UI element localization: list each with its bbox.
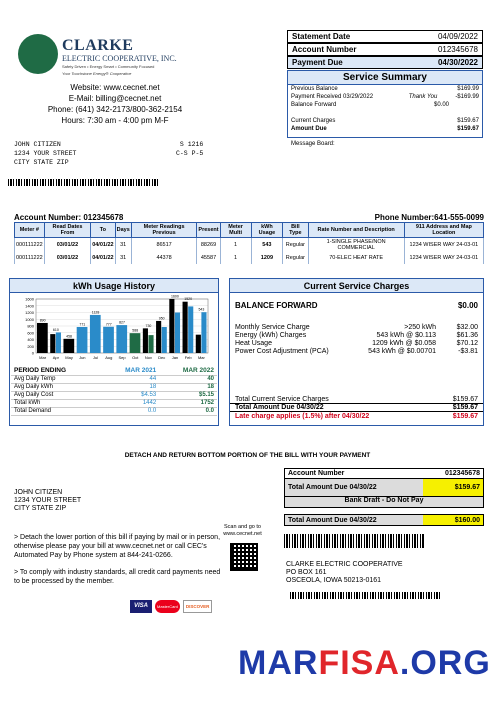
charge-detail: >250 kWh	[404, 324, 436, 331]
usage-cell: Avg Daily Cost	[11, 391, 101, 399]
table-header: Present	[197, 223, 220, 238]
table-header: Meter Readings Previous	[131, 223, 197, 238]
note: > Detach the lower portion of this bill if paying by mail or in person, otherwise please pay your bill at www.cecnet.net or call CEC's Automated Pay by Phone system at 844-241-0266.	[14, 534, 221, 559]
summary-row	[288, 117, 482, 125]
value: $159.67	[457, 118, 479, 124]
usage-row	[11, 399, 217, 407]
email-link[interactable]: E-Mail: billing@cecnet.net	[68, 94, 162, 103]
value: $159.67	[452, 412, 478, 420]
website-link[interactable]: Website: www.cecnet.net	[70, 83, 160, 92]
charge-label: Power Cost Adjustment (PCA)	[235, 348, 329, 355]
data-label: 1520	[184, 297, 193, 302]
bar	[143, 328, 148, 353]
table-header: Bill Type	[283, 223, 308, 238]
usage-row	[11, 375, 217, 383]
table-header: Rate Number and Description	[308, 223, 404, 238]
watermark-part: .ORG	[399, 644, 491, 682]
discover-icon: DISCOVER	[183, 600, 213, 613]
x-tick-label: Dec	[158, 355, 166, 360]
label: Total Current Service Charges	[235, 395, 329, 403]
x-tick-label: May	[65, 355, 73, 360]
usage-cell: $4.53	[101, 391, 159, 399]
data-label: 458	[66, 334, 72, 339]
y-tick-label: 1400	[25, 303, 34, 309]
summary-title: Service Summary	[288, 71, 482, 85]
bar	[130, 333, 141, 353]
label: Late charge applies (1.5%) after 04/30/22	[235, 412, 370, 420]
usage-cell: 40	[159, 375, 217, 383]
table-cell: 88269	[197, 238, 220, 253]
x-tick-label: Aug	[105, 355, 113, 360]
data-label: 771	[79, 322, 86, 327]
usage-cell: 44	[101, 375, 159, 383]
summary-row	[288, 85, 482, 93]
label: Payment Due	[292, 58, 343, 67]
charge-line	[230, 332, 483, 340]
scan-text: Scan and go to www.cecnet.net	[223, 524, 262, 537]
y-tick-label: 1600	[25, 296, 34, 302]
address-line: CITY STATE ZIP	[14, 505, 67, 512]
usage-row	[11, 391, 217, 399]
statement-date: 04/09/2022	[437, 32, 478, 41]
table-cell: 1	[220, 238, 251, 253]
company-logo-icon	[18, 34, 58, 74]
phone-text: Phone: (641) 342-2173/800-362-2154	[47, 105, 183, 114]
label: Total Amount Due 04/30/22	[285, 515, 423, 525]
stub-address	[14, 489, 81, 513]
y-tick-label: 200	[27, 343, 34, 349]
remit-address	[286, 561, 403, 585]
table-cell: 70-ELEC HEAT RATE	[308, 252, 404, 264]
data-label: 610	[52, 327, 59, 332]
usage-cell: Avg Daily kWh	[11, 383, 101, 391]
data-label: 543	[198, 307, 205, 312]
bar	[77, 327, 88, 353]
value: $0.00	[433, 102, 449, 108]
address-line: PO BOX 161	[286, 569, 327, 576]
charge-label: Energy (kWh) Charges	[235, 332, 307, 339]
x-tick-label: Jul	[92, 355, 99, 360]
y-tick-label: 800	[27, 323, 34, 329]
address-line: JOHN CITIZEN	[14, 489, 63, 496]
data-label: 827	[119, 320, 125, 325]
total-due-row	[230, 403, 483, 412]
usage-cell: Total Demand	[11, 407, 101, 415]
y-tick-label: 400	[27, 337, 34, 342]
bar	[103, 327, 114, 353]
table-cell: 04/01/22	[91, 238, 115, 253]
table-header: To	[91, 223, 115, 238]
watermark	[238, 644, 491, 683]
watermark-part: FISA	[318, 644, 400, 682]
remit-barcode	[284, 534, 424, 548]
table-cell: 543	[251, 238, 283, 253]
bar	[188, 306, 193, 353]
company-tagline: Safety Driven • Energy Smart • Community Focused	[62, 64, 155, 69]
table-cell: Regular	[283, 238, 308, 253]
charge-detail: 543 kWh @ $0.113	[376, 332, 436, 339]
note: Thank You	[408, 94, 438, 100]
table-cell: 03/01/22	[44, 238, 90, 253]
label: Total Amount Due 04/30/22	[285, 479, 423, 496]
bar	[183, 302, 188, 353]
data-label: 890	[39, 318, 46, 323]
data-label: 1128	[91, 310, 100, 315]
table-row	[15, 252, 484, 264]
phone-label: Phone Number:641-555-0099	[374, 213, 484, 222]
x-tick-label: Feb	[184, 355, 192, 360]
y-tick-label: 600	[27, 330, 34, 336]
total-current-row	[230, 395, 483, 403]
charge-amount: -$3.81	[458, 348, 478, 355]
data-label: 777	[105, 322, 112, 327]
charge-amount: $70.12	[456, 340, 478, 347]
table-header: Meter Multi	[220, 223, 251, 238]
table-cell: 31	[115, 252, 131, 264]
x-tick-label: Jan	[171, 355, 179, 360]
bar	[175, 313, 180, 354]
bar	[90, 315, 101, 353]
period-col1: MAR 2021	[101, 367, 159, 375]
usage-cell: 1752	[159, 399, 217, 407]
x-tick-label: Nov	[144, 355, 153, 360]
remittance-box	[284, 468, 484, 508]
table-header: Read Dates From	[44, 223, 90, 238]
hours-text: Hours: 7:30 am - 4:00 pm M-F	[61, 116, 169, 125]
company-name: CLARKE	[62, 37, 134, 54]
table-cell: 000111222	[15, 238, 45, 253]
bar	[169, 299, 174, 353]
detach-notice: DETACH AND RETURN BOTTOM PORTION OF THE BILL WITH YOUR PAYMENT	[124, 452, 371, 459]
summary-row	[288, 125, 482, 133]
value: $159.67	[457, 126, 479, 132]
usage-cell: 0.0	[159, 407, 217, 415]
bar	[162, 327, 167, 353]
charges-title: Current Service Charges	[230, 279, 483, 293]
usage-cell: 1442	[101, 399, 159, 407]
account-number-row	[287, 43, 483, 56]
label: Current Charges	[291, 118, 336, 124]
label: Account Number	[288, 470, 345, 477]
value: -$169.99	[455, 94, 479, 100]
value: $169.99	[457, 86, 479, 92]
usage-cell: Avg Daily Temp	[11, 375, 101, 383]
x-tick-label: Apr	[52, 355, 59, 360]
table-cell: 1	[220, 252, 251, 264]
mastercard-icon: MasterCard	[155, 600, 180, 613]
statement-date-row	[287, 30, 483, 43]
balance-forward-row	[230, 301, 483, 310]
table-cell: 44378	[131, 252, 197, 264]
address-line: 1234 YOUR STREET	[14, 150, 77, 157]
mailing-codes	[176, 140, 203, 158]
remit-total2-row	[284, 514, 484, 526]
usage-history-panel	[9, 278, 219, 426]
x-tick-label: Oct	[132, 355, 139, 360]
account-number: 012345678	[437, 45, 478, 54]
bar	[116, 325, 127, 353]
charge-detail: 1209 kWh @ $0.058	[372, 340, 436, 347]
bar	[50, 334, 55, 353]
usage-period-table	[11, 367, 217, 416]
address-line: CLARKE ELECTRIC COOPERATIVE	[286, 561, 403, 568]
visa-icon: VISA	[130, 600, 152, 613]
table-cell: 1-SINGLE PHASE/NON COMMERCIAL	[308, 238, 404, 253]
table-header: 911 Address and Map Location	[404, 223, 483, 238]
data-label: 588	[132, 328, 139, 333]
watermark-part: MAR	[238, 644, 319, 682]
y-tick-label: 0	[31, 350, 34, 356]
data-label: 950	[158, 316, 165, 321]
usage-cell: $5.15	[159, 391, 217, 399]
bar	[201, 312, 206, 353]
value: $159.67	[423, 479, 483, 496]
table-cell: 04/01/22	[91, 252, 115, 264]
usage-row	[11, 407, 217, 415]
bar	[148, 335, 153, 353]
y-tick-label: 1200	[25, 310, 34, 315]
table-header-row	[15, 223, 484, 238]
remit-postal-barcode	[290, 592, 440, 599]
charge-line	[230, 324, 483, 332]
table-cell: Regular	[283, 252, 308, 264]
card-logos	[130, 600, 212, 613]
label: Amount Due	[291, 126, 327, 132]
account-bar	[14, 213, 484, 222]
address-line: OSCEOLA, IOWA 50213-0161	[286, 577, 382, 584]
late-charge-row	[230, 412, 483, 420]
x-tick-label: Mar	[197, 355, 205, 360]
charge-amount: $61.36	[456, 332, 478, 339]
period-col2: MAR 2022	[159, 367, 217, 375]
table-cell: 45587	[197, 252, 220, 264]
usage-cell: 0.0	[101, 407, 159, 415]
label: Previous Balance	[291, 86, 338, 92]
label: Total Amount Due 04/30/22	[235, 404, 324, 411]
address-line: JOHN CITIZEN	[14, 141, 61, 148]
label: Statement Date	[292, 32, 351, 41]
address-line: CITY STATE ZIP	[14, 159, 69, 166]
table-cell: 000111222	[15, 252, 45, 264]
x-tick-label: Jun	[79, 355, 86, 360]
usage-cell: Total kWh	[11, 399, 101, 407]
value: 012345678	[444, 470, 480, 477]
usage-title: kWh Usage History	[10, 279, 218, 293]
label: Payment Received 03/29/2022	[291, 94, 374, 100]
table-cell: 31	[115, 238, 131, 253]
label: Balance Forward	[291, 102, 337, 108]
table-cell: 1234 WISER WAY 24-03-01	[404, 252, 483, 264]
value: $0.00	[457, 301, 478, 310]
postal-barcode	[8, 179, 158, 186]
bar	[156, 321, 161, 353]
table-cell: 86517	[131, 238, 197, 253]
payment-due: 04/30/2022	[437, 58, 478, 67]
charge-label: Heat Usage	[235, 340, 272, 347]
period-header-row	[11, 367, 217, 375]
table-header: Days	[115, 223, 131, 238]
charge-amount: $32.00	[456, 324, 478, 331]
charge-line	[230, 348, 483, 356]
contact-block	[30, 82, 200, 126]
value: $159.67	[452, 395, 478, 403]
label: Account Number	[292, 45, 357, 54]
period-label: PERIOD ENDING	[11, 367, 101, 375]
usage-row	[11, 383, 217, 391]
mailing-address	[14, 140, 76, 167]
bar	[56, 332, 61, 353]
charge-label: Monthly Service Charge	[235, 324, 310, 331]
x-tick-label: Sep	[118, 355, 126, 360]
message-board: Message Board:	[291, 141, 335, 147]
charge-detail: 543 kWh @ $0.00701	[368, 348, 436, 355]
table-cell: 03/01/22	[44, 252, 90, 264]
y-tick-label: 1000	[25, 316, 34, 322]
summary-row	[288, 101, 482, 109]
table-cell: 1209	[251, 252, 283, 264]
remit-account-row	[285, 469, 483, 479]
address-line: 1234 YOUR STREET	[14, 497, 82, 504]
usage-cell: 18	[101, 383, 159, 391]
summary-row	[288, 93, 482, 101]
qr-code-icon[interactable]	[230, 543, 258, 571]
current-charges-panel	[229, 278, 484, 426]
mail-code: C-S P-5	[176, 150, 204, 157]
payment-due-row	[287, 56, 483, 69]
value: $159.67	[452, 404, 478, 411]
bar	[63, 339, 74, 353]
company-subname: ELECTRIC COOPERATIVE, INC.	[62, 54, 177, 63]
company-tagline-2: Your Touchstone Energy® Cooperative	[62, 71, 132, 76]
payment-instructions	[14, 533, 224, 586]
usage-cell: 18	[159, 383, 217, 391]
remit-total-row	[285, 479, 483, 497]
table-header: kWh Usage	[251, 223, 283, 238]
mail-code: S 1216	[179, 141, 204, 148]
data-label: 730	[145, 323, 152, 328]
bar	[37, 323, 48, 353]
bar	[196, 335, 201, 353]
account-label: Account Number: 012345678	[14, 213, 124, 222]
usage-chart	[10, 293, 218, 365]
table-row	[15, 238, 484, 253]
label: BALANCE FORWARD	[235, 301, 318, 310]
x-tick-label: Mar	[39, 355, 47, 360]
charge-line	[230, 340, 483, 348]
amount-paid-input[interactable]: $160.00	[423, 515, 483, 525]
note: > To comply with industry standards, all credit card payments need to be processed by the member.	[14, 569, 221, 585]
service-summary	[287, 70, 483, 138]
meter-table	[14, 222, 484, 264]
bank-draft-note: Bank Draft - Do Not Pay	[285, 497, 483, 507]
data-label: 1600	[171, 294, 179, 299]
table-cell: 1234 WISER WAY 24-03-01	[404, 238, 483, 253]
table-header: Meter #	[15, 223, 45, 238]
